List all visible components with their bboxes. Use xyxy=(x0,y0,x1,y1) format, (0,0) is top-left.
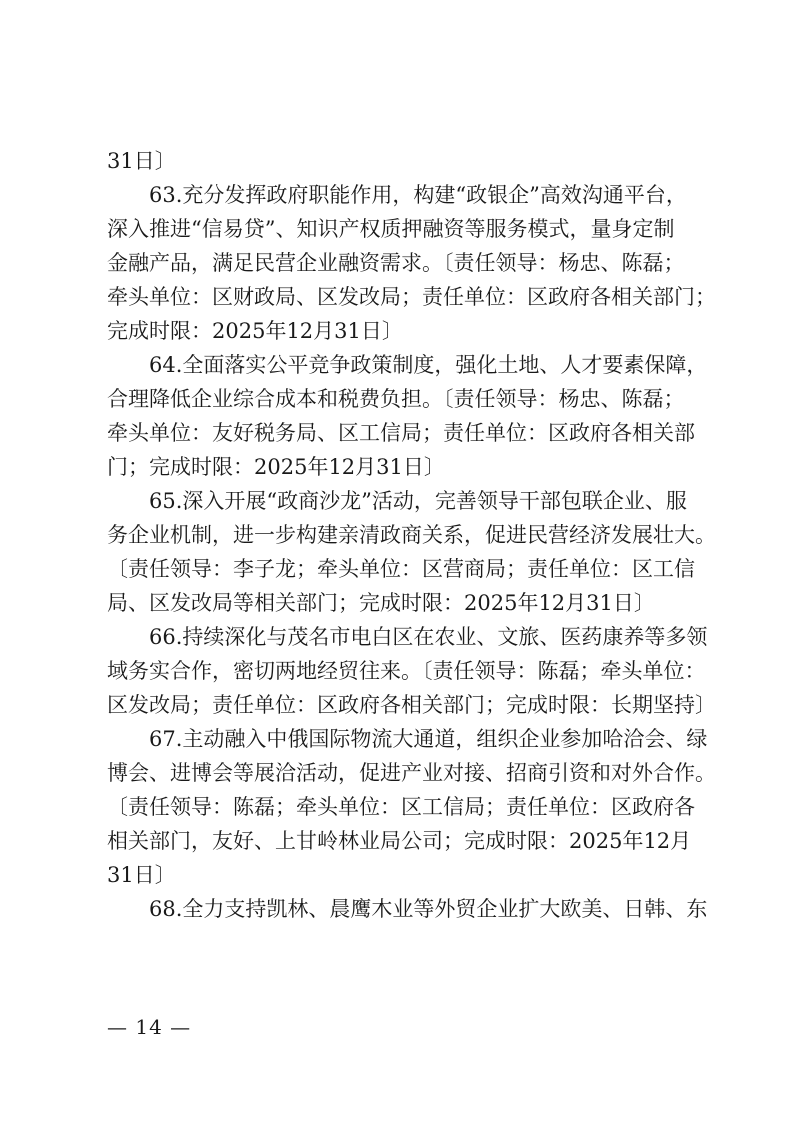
paragraph-cont xyxy=(107,144,697,178)
text-line: 务企业机制，进一步构建亲清政商关系，促进民营经济发展壮大。 xyxy=(107,523,716,547)
text-line: 完成时限：2025年12月31日〕 xyxy=(107,319,403,343)
text-line: 31日〕 xyxy=(107,863,176,887)
text-line: 66.持续深化与茂名市电白区在农业、文旅、医药康养等多领 xyxy=(149,625,708,649)
text-line: 68.全力支持凯林、晨鹰木业等外贸企业扩大欧美、日韩、东 xyxy=(149,897,708,921)
text-line: 63.充分发挥政府职能作用，构建“政银企”高效沟通平台， xyxy=(149,183,687,207)
text-line: 博会、进博会等展洽活动，促进产业对接、招商引资和对外合作。 xyxy=(107,761,716,785)
text-line: 〔责任领导：陈磊；牵头单位：区工信局；责任单位：区政府各 xyxy=(107,795,695,819)
paragraph-item-67 xyxy=(107,722,716,892)
text-line: 相关部门，友好、上甘岭林业局公司；完成时限：2025年12月 xyxy=(107,829,692,853)
paragraph-item-68 xyxy=(107,892,708,926)
text-line: 牵头单位：区财政局、区发改局；责任单位：区政府各相关部门； xyxy=(107,285,716,309)
paragraph-item-64 xyxy=(107,348,708,484)
text-line: 31日〕 xyxy=(107,149,176,173)
text-line: 合理降低企业综合成本和税费负担。〔责任领导：杨忠、陈磊； xyxy=(107,387,685,411)
text-line: 金融产品，满足民营企业融资需求。〔责任领导：杨忠、陈磊； xyxy=(107,251,685,275)
body-text xyxy=(107,144,716,926)
text-line: 域务实合作，密切两地经贸往来。〔责任领导：陈磊；牵头单位： xyxy=(107,659,706,683)
text-line: 65.深入开展“政商沙龙”活动，完善领导干部包联企业、服 xyxy=(149,489,687,513)
text-line: 局、区发改局等相关部门；完成时限：2025年12月31日〕 xyxy=(107,591,655,615)
text-line: 门；完成时限：2025年12月31日〕 xyxy=(107,455,445,479)
paragraph-item-66 xyxy=(107,620,716,722)
paragraph-item-63 xyxy=(107,178,716,348)
text-line: 〔责任领导：李子龙；牵头单位：区营商局；责任单位：区工信 xyxy=(107,557,695,581)
text-line: 区发改局；责任单位：区政府各相关部门；完成时限：长期坚持〕 xyxy=(107,693,716,717)
text-line: 牵头单位：友好税务局、区工信局；责任单位：区政府各相关部 xyxy=(107,421,695,445)
text-line: 67.主动融入中俄国际物流大通道，组织企业参加哈洽会、绿 xyxy=(149,727,708,751)
text-line: 64.全面落实公平竞争政策制度，强化土地、人才要素保障， xyxy=(149,353,708,377)
paragraph-item-65 xyxy=(107,484,716,620)
text-line: 深入推进“信易贷”、知识产权质押融资等服务模式，量身定制 xyxy=(107,217,675,241)
page-number: — 14 — xyxy=(107,1015,192,1039)
